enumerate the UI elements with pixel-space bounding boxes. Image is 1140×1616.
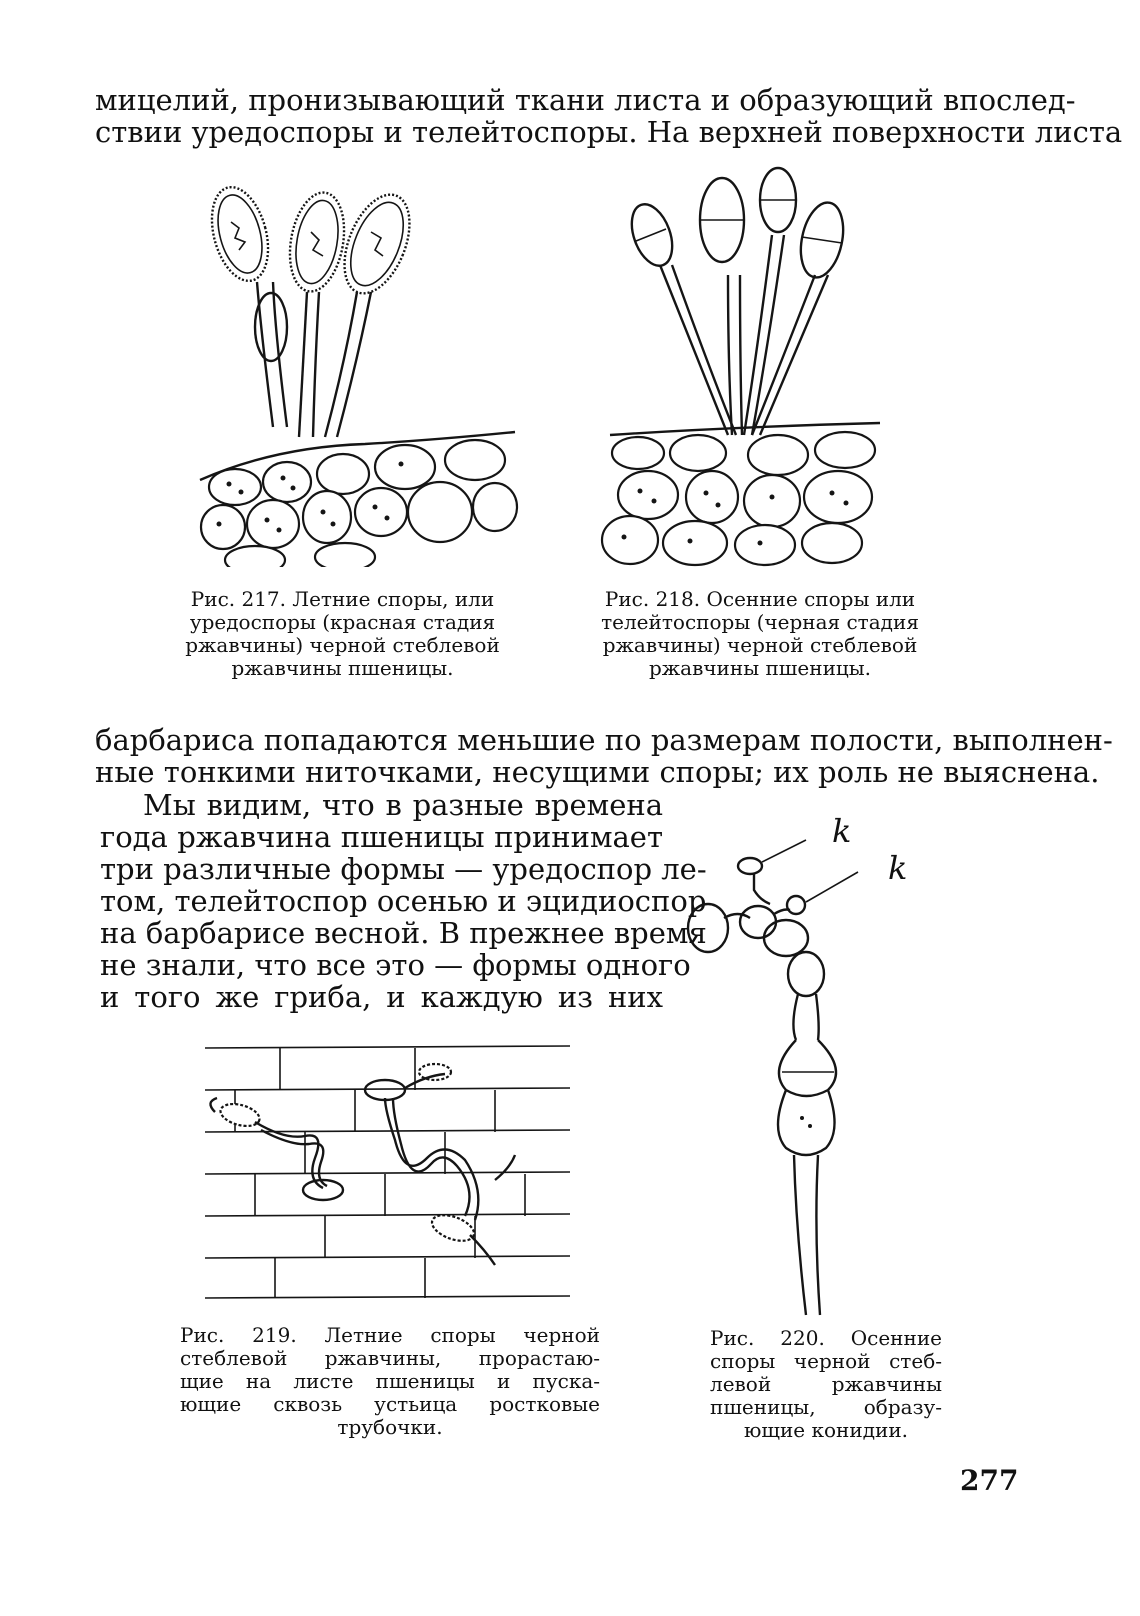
figure-220-illustration <box>678 810 918 1320</box>
text-line: барбариса попадаются меньшие по размерам полости, выполнен- <box>95 723 1113 757</box>
text-line: мицелий, пронизывающий ткани листа и образующий впослед- <box>95 83 1076 117</box>
caption-line: ржавчины пшеницы. <box>648 656 872 680</box>
caption-line: щие на листе пшеницы и пуска- <box>180 1369 600 1393</box>
text-line: и того же гриба, и каждую из них <box>100 980 663 1014</box>
caption-line: стеблевой ржавчины, прорастаю- <box>180 1346 600 1370</box>
text-line: года ржавчина пшеницы принимает <box>100 820 663 854</box>
text-line: три различные формы — уредоспор ле- <box>100 852 707 886</box>
label-k: k <box>832 812 852 850</box>
caption-line: телейтоспоры (черная стадия <box>601 610 919 634</box>
caption-line: Рис. 220. Осенние <box>710 1326 942 1350</box>
text-line: ствии уредоспоры и телейтоспоры. На верхней поверхности листа <box>95 115 1123 149</box>
caption-line: ющие конидии. <box>743 1418 909 1442</box>
text-line: не знали, что все это — формы одного <box>100 948 691 982</box>
figure-220-caption <box>710 1327 942 1442</box>
caption-line: споры черной стеб- <box>710 1349 942 1373</box>
figure-219-caption <box>180 1324 600 1439</box>
figure-217-illustration <box>195 182 525 567</box>
figure-218-illustration <box>600 165 890 570</box>
page-number: 277 <box>960 1464 1019 1497</box>
label-k: k <box>888 849 908 887</box>
caption-line: ющие сквозь устьица ростковые <box>180 1392 600 1416</box>
caption-line: левой ржавчины <box>710 1372 942 1396</box>
caption-line: ржавчины) черной стеблевой <box>185 633 500 657</box>
figure-218-caption <box>575 588 945 680</box>
caption-line: пшеницы, образу- <box>710 1395 942 1419</box>
figure-217-caption <box>160 588 525 680</box>
caption-line: уредоспоры (красная стадия <box>189 610 496 634</box>
text-line: том, телейтоспор осенью и эцидиоспор <box>100 884 707 918</box>
caption-line: трубочки. <box>337 1415 443 1439</box>
caption-line: Рис. 218. Осенние споры или <box>604 587 916 611</box>
caption-line: Рис. 217. Летние споры, или <box>190 587 495 611</box>
text-line: Мы видим, что в разные времена <box>143 788 663 822</box>
caption-line: ржавчины пшеницы. <box>231 656 454 680</box>
figure-219-illustration <box>195 1040 575 1315</box>
caption-line: Рис. 219. Летние споры черной <box>180 1323 600 1347</box>
caption-line: ржавчины) черной стеблевой <box>602 633 918 657</box>
text-line: ные тонкими ниточками, несущими споры; их роль не выяснена. <box>95 755 1100 789</box>
text-line: на барбарисе весной. В прежнее время <box>100 916 707 950</box>
